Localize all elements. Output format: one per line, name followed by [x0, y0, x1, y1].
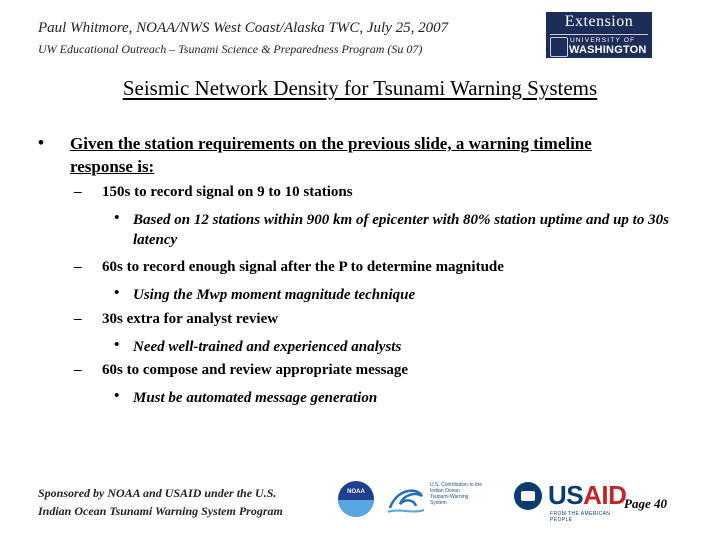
- item-4-text: 60s to compose and review appropriate message: [102, 362, 409, 378]
- logo-washington-text: WASHINGTON: [569, 44, 647, 56]
- sponsor-line-2: Indian Ocean Tsunami Warning System Program: [38, 504, 283, 518]
- noaa-logo-label: NOAA: [347, 489, 365, 495]
- page-indicator: [624, 496, 667, 512]
- usaid-seal-icon: [514, 482, 542, 510]
- page-number: 40: [653, 496, 667, 511]
- header-line-1: Paul Whitmore, NOAA/NWS West Coast/Alaska TWC, July 25, 2007: [38, 20, 449, 36]
- logo-divider: [550, 34, 648, 35]
- main-bullet-marker: •: [38, 133, 44, 152]
- io-text-line-3: Tsunami Warning: [430, 494, 469, 500]
- wave-swirl-icon: [386, 482, 426, 516]
- sponsor-text: [38, 484, 283, 520]
- item-1-sub-marker: •: [114, 210, 120, 226]
- item-3-sub-text: Need well-trained and experienced analysts: [133, 339, 402, 355]
- main-bullet-text: Given the station requirements on the previous slide, a warning timeline response is:: [70, 134, 592, 176]
- usaid-tagline: FROM THE AMERICAN PEOPLE: [550, 511, 611, 523]
- item-4-dash: –: [74, 362, 82, 378]
- io-text-line-4: System: [430, 500, 447, 506]
- item-1-sub-text: Based on 12 stations within 900 km of epicenter with 80% station uptime and up to 30s latency: [133, 212, 669, 248]
- item-2-text: 60s to record enough signal after the P to determine magnitude: [102, 259, 504, 275]
- io-logo-text: [430, 482, 482, 506]
- item-1-dash: –: [74, 184, 82, 200]
- io-text-line-1: U.S. Contribution to the: [430, 482, 482, 488]
- usaid-wordmark-aid: AID: [583, 480, 627, 510]
- indian-ocean-tws-logo: [386, 480, 504, 520]
- page-label: Page: [624, 496, 651, 511]
- usaid-wordmark: [548, 480, 626, 511]
- noaa-wave: [338, 500, 374, 517]
- sponsor-line-1: Sponsored by NOAA and USAID under the U.S.: [38, 486, 277, 500]
- slide-title: Seismic Network Density for Tsunami Warning Systems: [122, 76, 598, 100]
- item-2-sub-text: Using the Mwp moment magnitude technique: [133, 287, 416, 303]
- header-line-2: UW Educational Outreach – Tsunami Science & Preparedness Program (Su 07): [38, 42, 423, 56]
- noaa-logo-icon: [338, 481, 374, 517]
- uw-seal-icon: [550, 37, 568, 57]
- logo-university-text: UNIVERSITY OF: [570, 37, 636, 44]
- item-3-sub-marker: •: [114, 337, 120, 353]
- item-4-sub-text: Must be automated message generation: [133, 390, 378, 406]
- usaid-wordmark-us: US: [548, 480, 584, 510]
- item-4-sub-marker: •: [114, 388, 120, 404]
- item-3-dash: –: [74, 311, 82, 327]
- usaid-logo: [514, 480, 627, 523]
- logo-extension-text: Extension: [564, 13, 634, 30]
- item-3-text: 30s extra for analyst review: [102, 311, 279, 327]
- item-2-dash: –: [74, 259, 82, 275]
- item-1-text: 150s to record signal on 9 to 10 stations: [102, 184, 353, 200]
- uw-extension-logo: [546, 12, 652, 58]
- item-2-sub-marker: •: [114, 285, 120, 301]
- io-text-line-2: Indian Ocean: [430, 488, 460, 494]
